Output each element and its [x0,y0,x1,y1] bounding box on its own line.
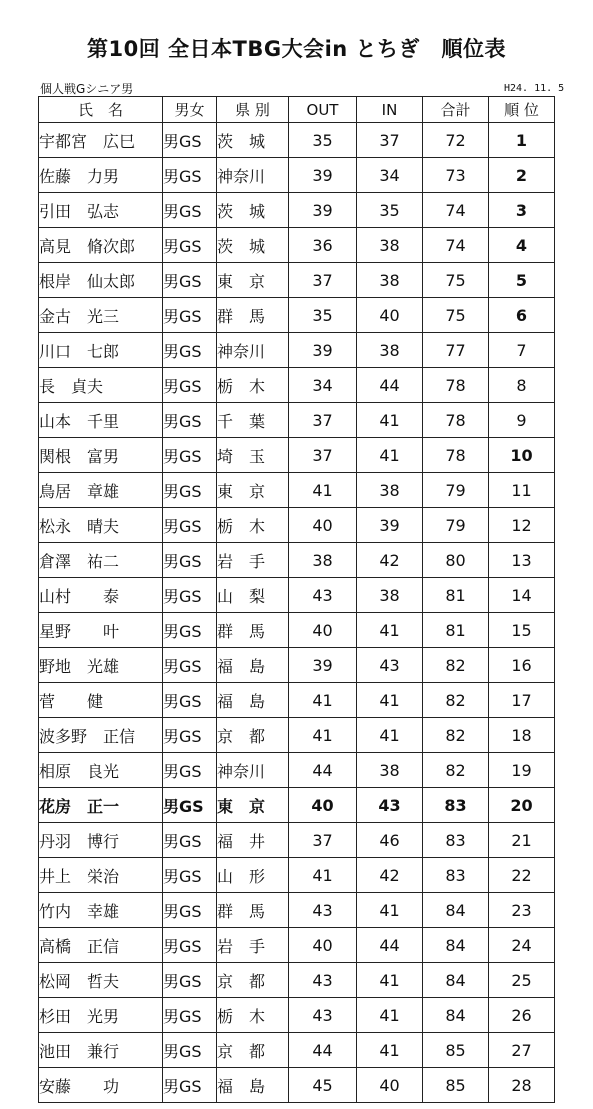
table-row [39,438,555,473]
player-name-cell: 山村 泰 [39,578,163,613]
table-row [39,368,555,403]
gender-class-cell: 男GS [163,648,217,683]
in-score-cell: 43 [357,648,423,683]
gender-class-cell: 男GS [163,193,217,228]
rank-cell: 8 [489,368,555,403]
rank-cell: 23 [489,893,555,928]
total-score-cell: 84 [423,998,489,1033]
out-score-cell: 40 [289,788,357,823]
in-score-cell: 41 [357,998,423,1033]
out-score-cell: 44 [289,753,357,788]
player-name-cell: 宇都宮 広巳 [39,123,163,158]
in-score-cell: 38 [357,228,423,263]
prefecture-cell: 岩 手 [217,928,289,963]
gender-class-cell: 男GS [163,438,217,473]
rank-cell: 3 [489,193,555,228]
table-row [39,228,555,263]
prefecture-cell: 東 京 [217,473,289,508]
player-name-cell: 井上 栄治 [39,858,163,893]
player-name-cell: 池田 兼行 [39,1033,163,1068]
total-score-cell: 80 [423,543,489,578]
out-score-cell: 44 [289,1033,357,1068]
prefecture-cell: 山 形 [217,858,289,893]
gender-class-cell: 男GS [163,613,217,648]
table-row [39,158,555,193]
table-row [39,1033,555,1068]
gender-class-cell: 男GS [163,858,217,893]
in-score-cell: 38 [357,263,423,298]
out-score-cell: 37 [289,438,357,473]
in-score-cell: 44 [357,928,423,963]
rank-cell: 26 [489,998,555,1033]
gender-class-cell: 男GS [163,1068,217,1103]
rank-cell: 20 [489,788,555,823]
out-score-cell: 40 [289,928,357,963]
in-score-cell: 34 [357,158,423,193]
table-row [39,998,555,1033]
rank-cell: 14 [489,578,555,613]
out-score-cell: 41 [289,858,357,893]
out-score-cell: 35 [289,298,357,333]
gender-class-cell: 男GS [163,368,217,403]
prefecture-cell: 岩 手 [217,543,289,578]
out-score-cell: 37 [289,403,357,438]
player-name-cell: 安藤 功 [39,1068,163,1103]
gender-class-cell: 男GS [163,1033,217,1068]
rank-cell: 22 [489,858,555,893]
table-row [39,578,555,613]
rank-cell: 21 [489,823,555,858]
table-row [39,263,555,298]
player-name-cell: 川口 七郎 [39,333,163,368]
table-row [39,333,555,368]
table-row [39,543,555,578]
prefecture-cell: 京 都 [217,1033,289,1068]
prefecture-cell: 群 馬 [217,298,289,333]
in-score-cell: 40 [357,1068,423,1103]
table-row [39,928,555,963]
results-table [38,96,555,1103]
header-name: 氏 名 [39,97,163,123]
table-row [39,473,555,508]
total-score-cell: 84 [423,893,489,928]
in-score-cell: 38 [357,473,423,508]
total-score-cell: 72 [423,123,489,158]
gender-class-cell: 男GS [163,543,217,578]
gender-class-cell: 男GS [163,123,217,158]
gender-class-cell: 男GS [163,508,217,543]
table-row [39,648,555,683]
total-score-cell: 77 [423,333,489,368]
total-score-cell: 74 [423,193,489,228]
gender-class-cell: 男GS [163,753,217,788]
gender-class-cell: 男GS [163,788,217,823]
rank-cell: 13 [489,543,555,578]
gender-class-cell: 男GS [163,263,217,298]
total-score-cell: 81 [423,613,489,648]
player-name-cell: 高橋 正信 [39,928,163,963]
out-score-cell: 35 [289,123,357,158]
total-score-cell: 79 [423,508,489,543]
table-row [39,508,555,543]
table-row [39,298,555,333]
header-in: IN [357,97,423,123]
gender-class-cell: 男GS [163,963,217,998]
out-score-cell: 45 [289,1068,357,1103]
total-score-cell: 83 [423,788,489,823]
out-score-cell: 38 [289,543,357,578]
total-score-cell: 84 [423,928,489,963]
rank-cell: 16 [489,648,555,683]
prefecture-cell: 千 葉 [217,403,289,438]
rank-cell: 25 [489,963,555,998]
out-score-cell: 37 [289,823,357,858]
table-row [39,403,555,438]
prefecture-cell: 京 都 [217,963,289,998]
prefecture-cell: 東 京 [217,788,289,823]
out-score-cell: 34 [289,368,357,403]
gender-class-cell: 男GS [163,683,217,718]
rank-cell: 10 [489,438,555,473]
prefecture-cell: 福 島 [217,1068,289,1103]
results-body [39,123,555,1103]
rank-cell: 9 [489,403,555,438]
total-score-cell: 74 [423,228,489,263]
header-out: OUT [289,97,357,123]
in-score-cell: 44 [357,368,423,403]
total-score-cell: 83 [423,823,489,858]
gender-class-cell: 男GS [163,578,217,613]
out-score-cell: 39 [289,158,357,193]
gender-class-cell: 男GS [163,998,217,1033]
gender-class-cell: 男GS [163,718,217,753]
rank-cell: 27 [489,1033,555,1068]
player-name-cell: 松永 晴夫 [39,508,163,543]
total-score-cell: 73 [423,158,489,193]
out-score-cell: 41 [289,718,357,753]
in-score-cell: 37 [357,123,423,158]
header-total: 合計 [423,97,489,123]
out-score-cell: 40 [289,613,357,648]
in-score-cell: 41 [357,403,423,438]
total-score-cell: 78 [423,403,489,438]
out-score-cell: 39 [289,648,357,683]
player-name-cell: 竹内 幸雄 [39,893,163,928]
out-score-cell: 41 [289,473,357,508]
in-score-cell: 41 [357,683,423,718]
prefecture-cell: 福 島 [217,648,289,683]
page-title: 第10回 全日本TBG大会in とちぎ 順位表 [86,37,507,61]
in-score-cell: 41 [357,1033,423,1068]
table-row [39,788,555,823]
out-score-cell: 39 [289,333,357,368]
out-score-cell: 37 [289,263,357,298]
rank-cell: 7 [489,333,555,368]
player-name-cell: 根岸 仙太郎 [39,263,163,298]
rank-cell: 4 [489,228,555,263]
in-score-cell: 35 [357,193,423,228]
player-name-cell: 山本 千里 [39,403,163,438]
gender-class-cell: 男GS [163,298,217,333]
prefecture-cell: 埼 玉 [217,438,289,473]
table-row [39,753,555,788]
in-score-cell: 43 [357,788,423,823]
player-name-cell: 鳥居 章雄 [39,473,163,508]
in-score-cell: 41 [357,438,423,473]
gender-class-cell: 男GS [163,158,217,193]
date-label: H24. 11. 5 [504,83,565,94]
total-score-cell: 82 [423,753,489,788]
header-prefecture: 県 別 [217,97,289,123]
total-score-cell: 82 [423,683,489,718]
rank-cell: 19 [489,753,555,788]
table-row [39,193,555,228]
gender-class-cell: 男GS [163,928,217,963]
player-name-cell: 関根 富男 [39,438,163,473]
in-score-cell: 38 [357,578,423,613]
player-name-cell: 倉澤 祐二 [39,543,163,578]
gender-class-cell: 男GS [163,473,217,508]
player-name-cell: 高見 脩次郎 [39,228,163,263]
table-row [39,683,555,718]
gender-class-cell: 男GS [163,228,217,263]
header-sex: 男女 [163,97,217,123]
prefecture-cell: 栃 木 [217,998,289,1033]
out-score-cell: 43 [289,578,357,613]
header-row [39,97,555,123]
in-score-cell: 38 [357,753,423,788]
out-score-cell: 40 [289,508,357,543]
rank-cell: 1 [489,123,555,158]
table-row [39,893,555,928]
in-score-cell: 40 [357,298,423,333]
player-name-cell: 野地 光雄 [39,648,163,683]
player-name-cell: 菅 健 [39,683,163,718]
in-score-cell: 39 [357,508,423,543]
out-score-cell: 41 [289,683,357,718]
prefecture-cell: 群 馬 [217,613,289,648]
prefecture-cell: 茨 城 [217,123,289,158]
prefecture-cell: 京 都 [217,718,289,753]
prefecture-cell: 茨 城 [217,228,289,263]
prefecture-cell: 栃 木 [217,508,289,543]
out-score-cell: 43 [289,893,357,928]
header-rank: 順 位 [489,97,555,123]
prefecture-cell: 栃 木 [217,368,289,403]
prefecture-cell: 福 島 [217,683,289,718]
player-name-cell: 花房 正一 [39,788,163,823]
gender-class-cell: 男GS [163,403,217,438]
in-score-cell: 41 [357,963,423,998]
category-label: 個人戦Gシニア男 [40,82,134,96]
in-score-cell: 41 [357,718,423,753]
prefecture-cell: 神奈川 [217,333,289,368]
total-score-cell: 79 [423,473,489,508]
out-score-cell: 36 [289,228,357,263]
player-name-cell: 松岡 哲夫 [39,963,163,998]
rank-cell: 28 [489,1068,555,1103]
rank-cell: 6 [489,298,555,333]
in-score-cell: 41 [357,893,423,928]
table-row [39,1068,555,1103]
in-score-cell: 41 [357,613,423,648]
prefecture-cell: 東 京 [217,263,289,298]
rank-cell: 11 [489,473,555,508]
gender-class-cell: 男GS [163,333,217,368]
table-row [39,123,555,158]
table-row [39,963,555,998]
table-row [39,613,555,648]
out-score-cell: 39 [289,193,357,228]
rank-cell: 17 [489,683,555,718]
player-name-cell: 引田 弘志 [39,193,163,228]
rank-cell: 18 [489,718,555,753]
prefecture-cell: 神奈川 [217,158,289,193]
rank-cell: 2 [489,158,555,193]
in-score-cell: 42 [357,858,423,893]
total-score-cell: 78 [423,368,489,403]
total-score-cell: 75 [423,263,489,298]
total-score-cell: 85 [423,1033,489,1068]
player-name-cell: 佐藤 力男 [39,158,163,193]
total-score-cell: 83 [423,858,489,893]
player-name-cell: 相原 良光 [39,753,163,788]
player-name-cell: 長 貞夫 [39,368,163,403]
player-name-cell: 丹羽 博行 [39,823,163,858]
prefecture-cell: 神奈川 [217,753,289,788]
in-score-cell: 42 [357,543,423,578]
gender-class-cell: 男GS [163,823,217,858]
player-name-cell: 星野 叶 [39,613,163,648]
total-score-cell: 84 [423,963,489,998]
table-row [39,858,555,893]
prefecture-cell: 茨 城 [217,193,289,228]
prefecture-cell: 山 梨 [217,578,289,613]
out-score-cell: 43 [289,963,357,998]
table-row [39,823,555,858]
total-score-cell: 82 [423,648,489,683]
total-score-cell: 81 [423,578,489,613]
rank-cell: 24 [489,928,555,963]
rank-cell: 12 [489,508,555,543]
player-name-cell: 波多野 正信 [39,718,163,753]
rank-cell: 5 [489,263,555,298]
player-name-cell: 金古 光三 [39,298,163,333]
prefecture-cell: 群 馬 [217,893,289,928]
prefecture-cell: 福 井 [217,823,289,858]
total-score-cell: 75 [423,298,489,333]
in-score-cell: 38 [357,333,423,368]
in-score-cell: 46 [357,823,423,858]
table-row [39,718,555,753]
total-score-cell: 85 [423,1068,489,1103]
out-score-cell: 43 [289,998,357,1033]
rank-cell: 15 [489,613,555,648]
total-score-cell: 78 [423,438,489,473]
total-score-cell: 82 [423,718,489,753]
gender-class-cell: 男GS [163,893,217,928]
player-name-cell: 杉田 光男 [39,998,163,1033]
